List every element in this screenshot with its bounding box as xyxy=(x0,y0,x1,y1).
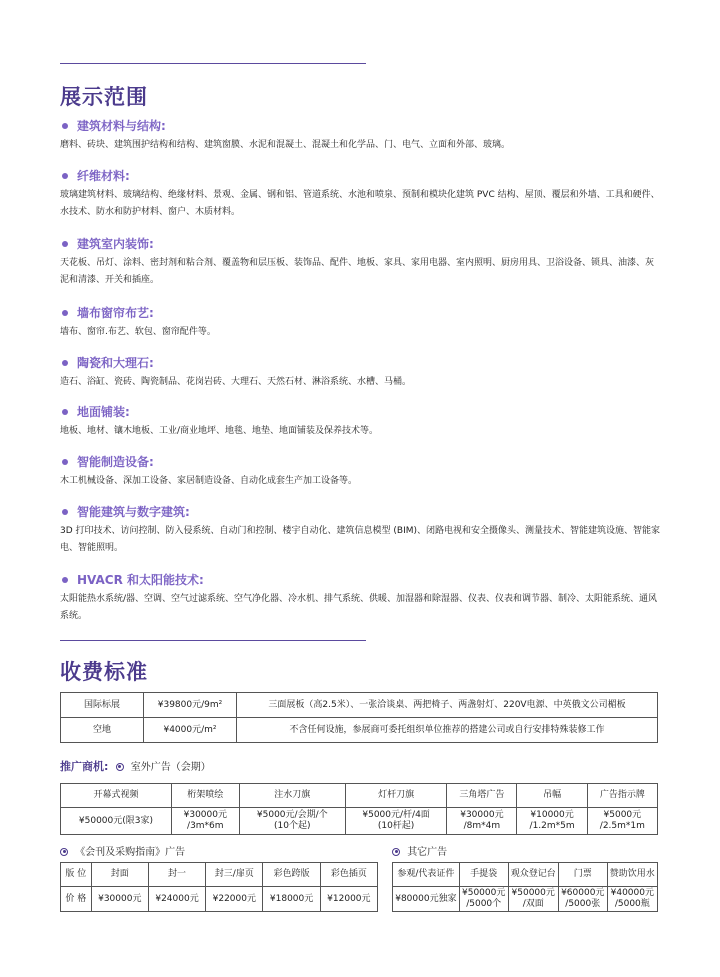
category-body: 太阳能热水系统/器、空调、空气过滤系统、空气净化器、冷水机、排气系统、供暖、加湿器和除湿器、仪表、仪表和调节器、制冷、太阳能系统、通风系统。 xyxy=(60,594,658,621)
price-line: ¥80000元独家 xyxy=(395,893,457,904)
category-title-text: HVACR 和太阳能技术: xyxy=(77,573,204,587)
price-cell: ¥30000元 xyxy=(91,887,148,912)
price-line: ¥40000元 xyxy=(610,888,654,898)
category-title-text: 建筑室内装饰: xyxy=(77,237,154,251)
category-title xyxy=(60,118,660,134)
price-line: ¥50000元(限3家) xyxy=(78,815,153,826)
price-cell: ¥12000元 xyxy=(320,887,377,912)
price-line: ¥5000元 xyxy=(603,810,642,820)
booth-table xyxy=(60,692,658,743)
bullet-icon xyxy=(62,409,68,415)
price-line: (10杆起) xyxy=(377,821,415,831)
table-header-cell: 彩色插页 xyxy=(320,863,377,887)
category-title-text: 智能建筑与数字建筑: xyxy=(77,505,190,519)
price-cell: ¥18000元 xyxy=(263,887,320,912)
category-body: 玻璃建筑材料、玻璃结构、绝缘材料、景观、金属、钢和铝、管道系统、水池和喷泉、预制和模块化建筑 PVC 结构、屋顶、覆层和外墙、工具和硬件、水技术、防水和防护材料、窗户、木质材料。 xyxy=(60,190,660,217)
other-label: 其它广告 xyxy=(407,847,448,858)
price-cell xyxy=(508,887,558,912)
price-cell xyxy=(459,887,508,912)
category-title xyxy=(60,572,660,588)
category-block xyxy=(60,168,660,221)
category-block xyxy=(60,572,660,625)
category-body: 墙布、窗帘.布艺、软包、窗帘配件等。 xyxy=(60,327,216,337)
table-header-cell: 封一 xyxy=(148,863,205,887)
category-title-text: 纤维材料: xyxy=(77,169,130,183)
bullet-icon xyxy=(62,123,68,129)
price-cell xyxy=(558,887,607,912)
price-cell xyxy=(607,887,657,912)
bullet-icon xyxy=(62,577,68,583)
promo-heading xyxy=(60,758,211,774)
category-body: 磨料、砖块、建筑围护结构和结构、建筑窗膜、水泥和混凝土、混凝土和化学品、门、电气、立面和外部、玻璃。 xyxy=(60,140,511,150)
category-block xyxy=(60,404,660,440)
other-heading xyxy=(392,843,447,858)
table-header-cell: 手提袋 xyxy=(459,863,508,887)
category-title xyxy=(60,305,660,321)
price-cell xyxy=(61,808,172,835)
bullet-icon xyxy=(62,459,68,465)
table-header-cell: 封面 xyxy=(91,863,148,887)
category-title xyxy=(60,168,660,184)
journal-label: 《会刊及采购指南》广告 xyxy=(75,847,186,858)
booth-type: 空地 xyxy=(61,718,144,743)
category-block xyxy=(60,305,660,341)
category-body: 造石、浴缸、瓷砖、陶瓷制品、花岗岩砖、大理石、天然石材、淋浴系统、水槽、马桶。 xyxy=(60,377,412,387)
category-title xyxy=(60,404,660,420)
table-header-cell: 吊幅 xyxy=(517,784,587,808)
radio-bullet-icon xyxy=(392,848,400,856)
table-header-cell: 广告指示牌 xyxy=(587,784,657,808)
price-line: ¥50000元 xyxy=(462,888,506,898)
price-line: ¥10000元 xyxy=(530,810,574,820)
table-header-cell: 参观/代表证件 xyxy=(393,863,460,887)
radio-bullet-icon xyxy=(60,848,68,856)
table-header-cell: 封三/扉页 xyxy=(206,863,263,887)
booth-price: ¥4000元/m² xyxy=(144,718,237,743)
table-header-cell: 门票 xyxy=(558,863,607,887)
category-block xyxy=(60,504,660,557)
category-title-text: 地面铺装: xyxy=(77,405,130,419)
price-cell: ¥22000元 xyxy=(206,887,263,912)
category-block xyxy=(60,236,660,289)
table-header-cell: 版 位 xyxy=(61,863,92,887)
price-line: ¥50000元 xyxy=(511,888,555,898)
price-cell: ¥24000元 xyxy=(148,887,205,912)
table-header-cell: 注水刀旗 xyxy=(239,784,345,808)
table-header-cell: 观众登记台 xyxy=(508,863,558,887)
bullet-icon xyxy=(62,360,68,366)
price-line: ¥5000元/杆/4面 xyxy=(362,810,430,820)
category-body: 地板、地材、镶木地板、工业/商业地坪、地毯、地垫、地面铺装及保养技术等。 xyxy=(60,426,379,436)
fees-divider xyxy=(60,640,366,641)
bullet-icon xyxy=(62,310,68,316)
other-ad-table xyxy=(392,862,658,912)
table-header-cell: 三角塔广告 xyxy=(447,784,517,808)
price-line: /3m*6m xyxy=(187,821,224,831)
category-body: 3D 打印技术、访问控制、防入侵系统、自动门和控制、楼宇自动化、建筑信息模型 (BIM)、闭路电视和安全摄像头、测量技术、智能建筑设施、智能家电、智能照明。 xyxy=(60,526,660,553)
outdoor-label: 室外广告（会期） xyxy=(130,762,211,773)
radio-bullet-icon xyxy=(116,763,124,771)
category-title-text: 建筑材料与结构: xyxy=(77,119,166,133)
top-divider xyxy=(60,63,366,64)
price-cell xyxy=(587,808,657,835)
category-title xyxy=(60,454,660,470)
category-title-text: 陶瓷和大理石: xyxy=(77,356,154,370)
price-line: /5000个 xyxy=(466,899,502,909)
booth-desc: 三面展板（高2.5米）、一张洽谈桌、两把椅子、两盏射灯、220V电源、中英俄文公司楣板 xyxy=(237,693,658,718)
price-line: /5000瓶 xyxy=(614,899,650,909)
booth-desc: 不含任何设施，参展商可委托组织单位推荐的搭建公司或自行安排特殊装修工作 xyxy=(237,718,658,743)
fees-title: 收费标准 xyxy=(60,660,148,684)
price-cell xyxy=(239,808,345,835)
table-header-cell: 赞助饮用水 xyxy=(607,863,657,887)
price-line: /1.2m*5m xyxy=(529,821,575,831)
booth-price: ¥39800元/9m² xyxy=(144,693,237,718)
price-line: (10个起) xyxy=(274,821,311,831)
price-cell xyxy=(345,808,447,835)
table-header-cell: 开幕式视频 xyxy=(61,784,172,808)
category-title xyxy=(60,504,660,520)
outdoor-ad-table xyxy=(60,783,658,835)
journal-heading xyxy=(60,843,185,858)
price-cell xyxy=(393,887,460,912)
bullet-icon xyxy=(62,173,68,179)
category-title-text: 智能制造设备: xyxy=(77,455,154,469)
price-line: ¥30000元 xyxy=(183,810,227,820)
price-line: /双面 xyxy=(522,899,544,909)
booth-type: 国际标展 xyxy=(61,693,144,718)
category-body: 天花板、吊灯、涂料、密封剂和粘合剂、覆盖物和层压板、装饰品、配件、地板、家具、家用电器、室内照明、厨房用具、卫浴设备、锁具、油漆、灰泥和清漆、开关和插座。 xyxy=(60,258,655,285)
journal-ad-table xyxy=(60,862,378,912)
table-header-cell: 彩色跨版 xyxy=(263,863,320,887)
bullet-icon xyxy=(62,509,68,515)
category-body: 木工机械设备、深加工设备、家居制造设备、自动化成套生产加工设备等。 xyxy=(60,476,358,486)
price-cell xyxy=(171,808,239,835)
price-line: ¥5000元/会期/个 xyxy=(256,810,328,820)
price-line: ¥60000元 xyxy=(561,888,605,898)
price-line: /2.5m*1m xyxy=(599,821,645,831)
category-title-text: 墙布窗帘布艺: xyxy=(77,306,154,320)
category-title xyxy=(60,236,660,252)
category-block xyxy=(60,118,660,154)
promo-label: 推广商机: xyxy=(60,760,109,773)
category-block xyxy=(60,454,660,490)
exhibit-scope-title: 展示范围 xyxy=(60,85,148,109)
table-header-cell: 灯杆刀旗 xyxy=(345,784,447,808)
price-cell xyxy=(447,808,517,835)
price-line: /5000张 xyxy=(565,899,601,909)
price-cell xyxy=(517,808,587,835)
bullet-icon xyxy=(62,241,68,247)
price-line: ¥30000元 xyxy=(460,810,504,820)
category-block xyxy=(60,355,660,391)
row-label-cell: 价 格 xyxy=(61,887,92,912)
price-line: /8m*4m xyxy=(463,821,501,831)
category-title xyxy=(60,355,660,371)
table-header-cell: 桁架喷绘 xyxy=(171,784,239,808)
